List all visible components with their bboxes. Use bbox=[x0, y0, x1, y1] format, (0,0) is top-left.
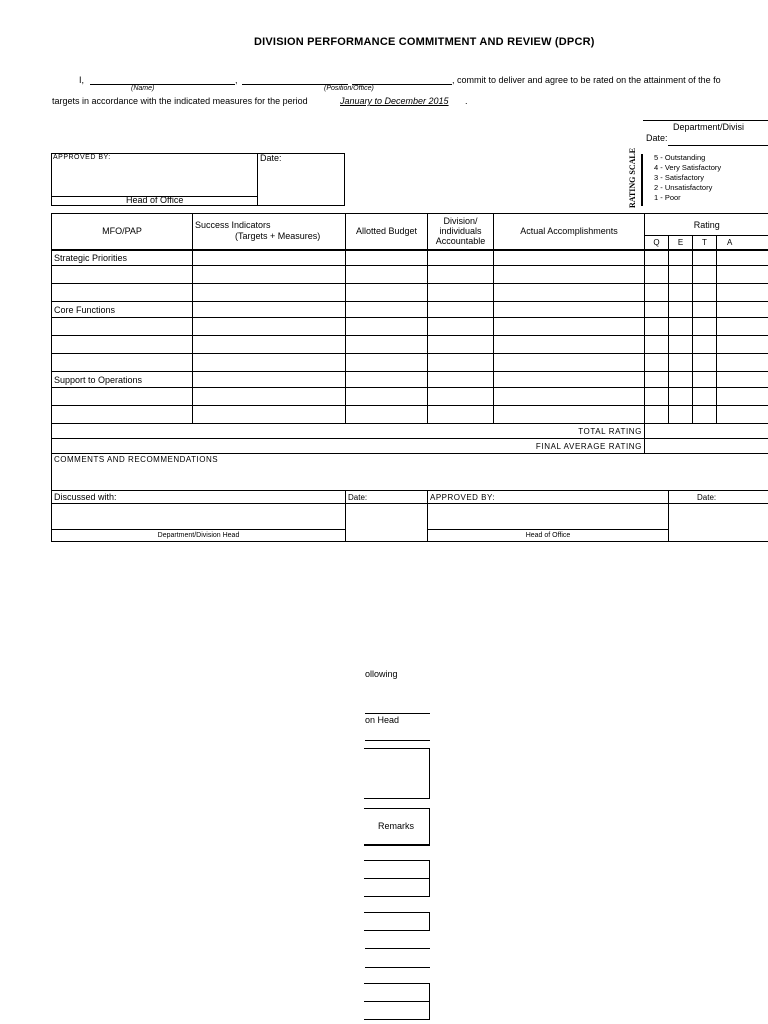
cell[interactable] bbox=[346, 250, 428, 266]
page2-row-3[interactable] bbox=[364, 912, 430, 931]
table-row bbox=[52, 336, 768, 354]
cell[interactable] bbox=[428, 266, 494, 284]
page-title: DIVISION PERFORMANCE COMMITMENT AND REVIEW (DPCR) bbox=[254, 36, 595, 48]
cell[interactable] bbox=[645, 302, 669, 318]
cell[interactable] bbox=[693, 266, 717, 284]
page2-line-2 bbox=[365, 740, 430, 741]
header-success bbox=[193, 214, 346, 250]
department-date-line[interactable] bbox=[668, 145, 768, 146]
page2-line-4 bbox=[365, 967, 430, 968]
cell[interactable] bbox=[669, 250, 693, 266]
table-row bbox=[52, 266, 768, 284]
cell[interactable] bbox=[693, 302, 717, 318]
cell[interactable] bbox=[52, 336, 193, 354]
cell[interactable] bbox=[193, 336, 346, 354]
name-blank-line[interactable] bbox=[90, 84, 235, 85]
final-average-value[interactable] bbox=[645, 439, 768, 454]
cell[interactable] bbox=[494, 266, 645, 284]
rating-scale-1: 1 - Poor bbox=[654, 193, 681, 202]
cell[interactable] bbox=[717, 302, 768, 318]
page2-remarks-box bbox=[364, 808, 430, 846]
dept-head-signature[interactable] bbox=[52, 504, 346, 530]
cell[interactable] bbox=[669, 388, 693, 406]
cell[interactable] bbox=[52, 266, 193, 284]
cell[interactable] bbox=[346, 318, 428, 336]
page2-following: ollowing bbox=[365, 669, 398, 679]
page2-row-4[interactable] bbox=[364, 983, 430, 1002]
cell[interactable] bbox=[717, 318, 768, 336]
final-average-label: FINAL AVERAGE RATING bbox=[52, 439, 645, 454]
cell[interactable] bbox=[346, 388, 428, 406]
cell[interactable] bbox=[693, 388, 717, 406]
total-rating-label: TOTAL RATING bbox=[52, 424, 645, 439]
header-a: A bbox=[717, 236, 768, 250]
total-rating-value[interactable] bbox=[645, 424, 768, 439]
page2-remarks-label: Remarks bbox=[378, 821, 415, 831]
cell[interactable] bbox=[52, 354, 193, 372]
cell[interactable] bbox=[645, 250, 669, 266]
cell[interactable] bbox=[52, 318, 193, 336]
approved-box-divider bbox=[257, 153, 258, 206]
cell[interactable] bbox=[428, 284, 494, 302]
cell[interactable] bbox=[494, 302, 645, 318]
table-row bbox=[52, 302, 768, 318]
cell[interactable] bbox=[645, 354, 669, 372]
table-row bbox=[52, 372, 768, 388]
cell[interactable] bbox=[693, 284, 717, 302]
cell[interactable] bbox=[193, 388, 346, 406]
cell[interactable] bbox=[494, 284, 645, 302]
cell[interactable] bbox=[494, 372, 645, 388]
page2-division-head: on Head bbox=[365, 715, 400, 725]
cell[interactable] bbox=[346, 336, 428, 354]
header-mfo: MFO/PAP bbox=[52, 214, 193, 250]
cell[interactable] bbox=[193, 406, 346, 424]
header-q: Q bbox=[645, 236, 669, 250]
cell[interactable] bbox=[717, 372, 768, 388]
discussed-with-label: Discussed with: bbox=[52, 491, 346, 504]
cell[interactable] bbox=[193, 250, 346, 266]
cell[interactable] bbox=[494, 388, 645, 406]
department-label: Department/Divisi bbox=[673, 122, 745, 132]
header-division-line3: Accountable bbox=[435, 236, 486, 247]
cell[interactable] bbox=[717, 354, 768, 372]
cell[interactable] bbox=[669, 284, 693, 302]
cell[interactable] bbox=[693, 250, 717, 266]
cell[interactable] bbox=[717, 284, 768, 302]
cell[interactable] bbox=[52, 388, 193, 406]
intro-line2: targets in accordance with the indicated measures for the period bbox=[52, 96, 308, 106]
cell[interactable] bbox=[346, 354, 428, 372]
cell[interactable] bbox=[193, 354, 346, 372]
cell[interactable] bbox=[717, 336, 768, 354]
comments-label: COMMENTS AND RECOMMENDATIONS bbox=[54, 455, 219, 464]
header-division-line2: individuals bbox=[439, 226, 482, 237]
name-caption: (Name) bbox=[131, 85, 155, 92]
period-value: January to December 2015 bbox=[340, 96, 449, 106]
table-row bbox=[52, 284, 768, 302]
page2-row-2[interactable] bbox=[364, 878, 430, 897]
page2-line-5 bbox=[365, 1019, 430, 1020]
cell[interactable] bbox=[428, 336, 494, 354]
cell[interactable] bbox=[494, 354, 645, 372]
cell[interactable] bbox=[669, 266, 693, 284]
cell[interactable] bbox=[346, 266, 428, 284]
cell[interactable] bbox=[669, 406, 693, 424]
section-core: Core Functions bbox=[52, 302, 193, 318]
cell[interactable] bbox=[717, 388, 768, 406]
cell[interactable] bbox=[693, 354, 717, 372]
head-office-signature[interactable] bbox=[428, 504, 669, 530]
rating-scale-label: RATING SCALE bbox=[628, 147, 637, 208]
cell[interactable] bbox=[494, 318, 645, 336]
page2-row-1[interactable] bbox=[364, 860, 430, 879]
position-caption: (Position/Office) bbox=[324, 85, 374, 92]
section-support: Support to Operations bbox=[52, 372, 193, 388]
cell[interactable] bbox=[669, 318, 693, 336]
dept-head-caption: Department/Division Head bbox=[52, 530, 346, 542]
cell[interactable] bbox=[428, 354, 494, 372]
table-row bbox=[52, 318, 768, 336]
cell[interactable] bbox=[717, 266, 768, 284]
comments-cell[interactable] bbox=[52, 454, 768, 491]
cell[interactable] bbox=[346, 372, 428, 388]
cell[interactable] bbox=[193, 284, 346, 302]
table-row bbox=[52, 388, 768, 406]
cell[interactable] bbox=[645, 318, 669, 336]
cell[interactable] bbox=[428, 318, 494, 336]
page2-line-3 bbox=[365, 948, 430, 949]
cell[interactable] bbox=[494, 336, 645, 354]
cell[interactable] bbox=[693, 406, 717, 424]
cell[interactable] bbox=[346, 284, 428, 302]
page2-line-1 bbox=[365, 713, 430, 714]
header-budget: Allotted Budget bbox=[346, 214, 428, 250]
header-actual: Actual Accomplishments bbox=[494, 214, 645, 250]
cell[interactable] bbox=[346, 302, 428, 318]
department-top-line bbox=[643, 120, 768, 121]
cell[interactable] bbox=[346, 406, 428, 424]
table-row bbox=[52, 406, 768, 424]
header-t: T bbox=[693, 236, 717, 250]
cell[interactable] bbox=[494, 250, 645, 266]
discussed-date-value[interactable] bbox=[346, 504, 428, 542]
approved-date-label: Date: bbox=[260, 153, 282, 163]
cell[interactable] bbox=[193, 302, 346, 318]
cell[interactable] bbox=[693, 318, 717, 336]
cell[interactable] bbox=[645, 266, 669, 284]
header-e: E bbox=[669, 236, 693, 250]
page2-row-5[interactable] bbox=[364, 1001, 430, 1020]
header-success-line2: (Targets + Measures) bbox=[235, 231, 321, 242]
approved-by-bottom-label: APPROVED BY: bbox=[428, 491, 669, 504]
cell[interactable] bbox=[428, 388, 494, 406]
dpcr-table bbox=[51, 213, 768, 542]
cell[interactable] bbox=[669, 354, 693, 372]
approved-by-label: APPROVED BY: bbox=[53, 154, 111, 161]
department-date-label: Date: bbox=[646, 133, 668, 143]
header-success-line1: Success Indicators bbox=[195, 220, 271, 231]
approved-date-bottom-label: Date: bbox=[669, 491, 768, 504]
cell[interactable] bbox=[693, 336, 717, 354]
cell[interactable] bbox=[645, 406, 669, 424]
intro-comma: , bbox=[235, 75, 238, 85]
cell[interactable] bbox=[669, 302, 693, 318]
discussed-date-label: Date: bbox=[346, 491, 428, 504]
rating-scale-bar bbox=[641, 154, 643, 206]
header-division-line1: Division/ bbox=[443, 216, 478, 227]
cell[interactable] bbox=[645, 388, 669, 406]
cell[interactable] bbox=[428, 250, 494, 266]
cell[interactable] bbox=[693, 372, 717, 388]
cell[interactable] bbox=[494, 406, 645, 424]
rating-scale-3: 3 - Satisfactory bbox=[654, 173, 705, 182]
period-suffix: . bbox=[465, 96, 468, 106]
cell[interactable] bbox=[669, 336, 693, 354]
header-rating: Rating bbox=[645, 214, 768, 236]
cell[interactable] bbox=[428, 372, 494, 388]
cell[interactable] bbox=[428, 406, 494, 424]
approved-head-of-office: Head of Office bbox=[126, 195, 184, 205]
header-division bbox=[428, 214, 494, 250]
table-row bbox=[52, 250, 768, 266]
approved-date-value[interactable] bbox=[669, 504, 768, 542]
cell[interactable] bbox=[717, 250, 768, 266]
commit-text: , commit to deliver and agree to be rated on the attainment of the fo bbox=[452, 75, 721, 85]
cell[interactable] bbox=[52, 406, 193, 424]
cell[interactable] bbox=[428, 302, 494, 318]
cell[interactable] bbox=[193, 372, 346, 388]
cell[interactable] bbox=[645, 284, 669, 302]
cell[interactable] bbox=[193, 318, 346, 336]
cell[interactable] bbox=[645, 372, 669, 388]
cell[interactable] bbox=[645, 336, 669, 354]
cell[interactable] bbox=[193, 266, 346, 284]
section-strategic: Strategic Priorities bbox=[52, 250, 193, 266]
page2-box-1 bbox=[364, 748, 430, 799]
intro-i: I, bbox=[79, 75, 85, 85]
cell[interactable] bbox=[52, 284, 193, 302]
rating-scale-5: 5 - Outstanding bbox=[654, 153, 706, 162]
rating-scale-4: 4 - Very Satisfactory bbox=[654, 163, 722, 172]
rating-scale-2: 2 - Unsatisfactory bbox=[654, 183, 713, 192]
cell[interactable] bbox=[717, 406, 768, 424]
cell[interactable] bbox=[669, 372, 693, 388]
table-row bbox=[52, 354, 768, 372]
head-office-caption: Head of Office bbox=[428, 530, 669, 542]
